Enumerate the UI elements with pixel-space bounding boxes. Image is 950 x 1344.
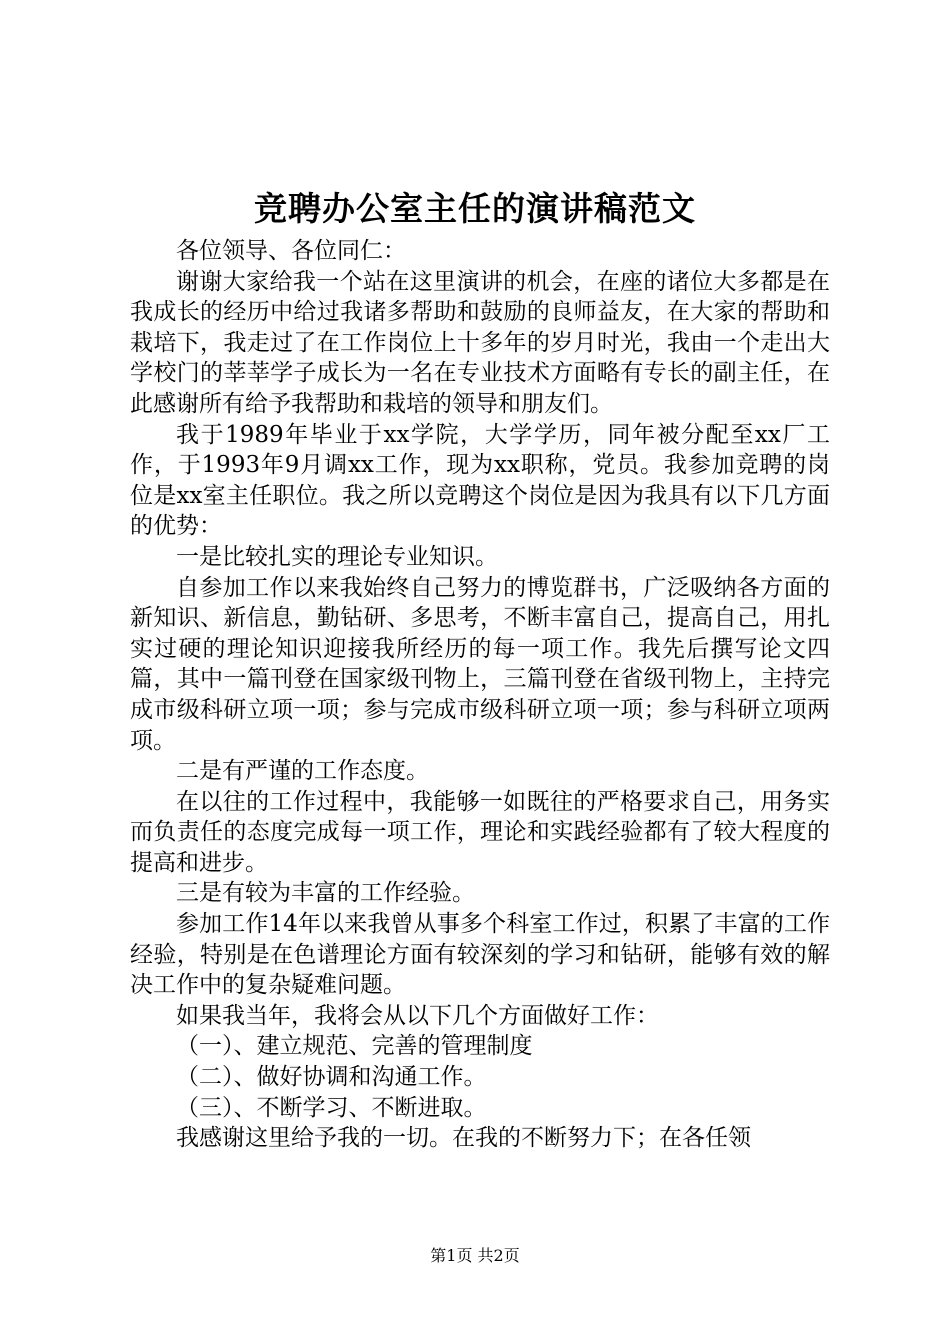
list-item: （一）、建立规范、完善的管理制度 [176,1033,533,1060]
body-paragraph: 自参加工作以来我始终自己努力的博览群书，广泛吸纳各方面的新知识、新信息，勤钻研、多思考，不断丰富自己，提高自己，用扎实过硬的理论知识迎接我所经历的每一项工作。我先后撰写论文四篇，其中一篇刊登在国家级刊物上，三篇刊登在省级刊物上，主持完成市级科研立项一项；参与完成市级科研立项一项；参与科研立项两项。 [130,574,830,754]
salutation-paragraph: 各位领导、各位同仁： [176,238,406,264]
body-paragraph: 参加工作14年以来我曾从事多个科室工作过，积累了丰富的工作经验，特别是在色谱理论方面有较深刻的学习和钻研，能够有效的解决工作中的复杂疑难问题。 [130,911,830,999]
section-heading: 三是有较为丰富的工作经验。 [176,880,475,907]
list-item: （二）、做好协调和沟通工作。 [176,1064,487,1091]
page-footer: 第1页 共2页 [430,1246,520,1265]
body-paragraph: 在以往的工作过程中，我能够一如既往的严格要求自己，用务实而负责任的态度完成每一项工作，理论和实践经验都有了较大程度的提高和进步。 [130,788,830,876]
body-paragraph: 我感谢这里给予我的一切。在我的不断努力下；在各任领 [176,1125,751,1152]
document-body [130,236,830,1154]
document-title: 竞聘办公室主任的演讲稿范文 [254,189,696,228]
section-heading: 一是比较扎实的理论专业知识。 [176,543,498,570]
list-item: （三）、不断学习、不断进取。 [176,1094,487,1121]
body-paragraph: 谢谢大家给我一个站在这里演讲的机会，在座的诸位大多都是在我成长的经历中给过我诸多帮助和鼓励的良师益友，在大家的帮助和栽培下，我走过了在工作岗位上十多年的岁月时光，我由一个走出大学校门的莘莘学子成长为一名在专业技术方面略有专长的副主任，在此感谢所有给予我帮助和栽培的领导和朋友们。 [130,268,830,417]
body-paragraph: 我于1989年毕业于xx学院，大学学历，同年被分配至xx厂工作，于1993年9月调xx工作，现为xx职称，党员。我参加竞聘的岗位是xx室主任职位。我之所以竞聘这个岗位是因为我具有以下几方面的优势： [130,421,830,540]
body-paragraph: 如果我当年，我将会从以下几个方面做好工作： [176,1002,659,1029]
section-heading: 二是有严谨的工作态度。 [176,758,429,785]
